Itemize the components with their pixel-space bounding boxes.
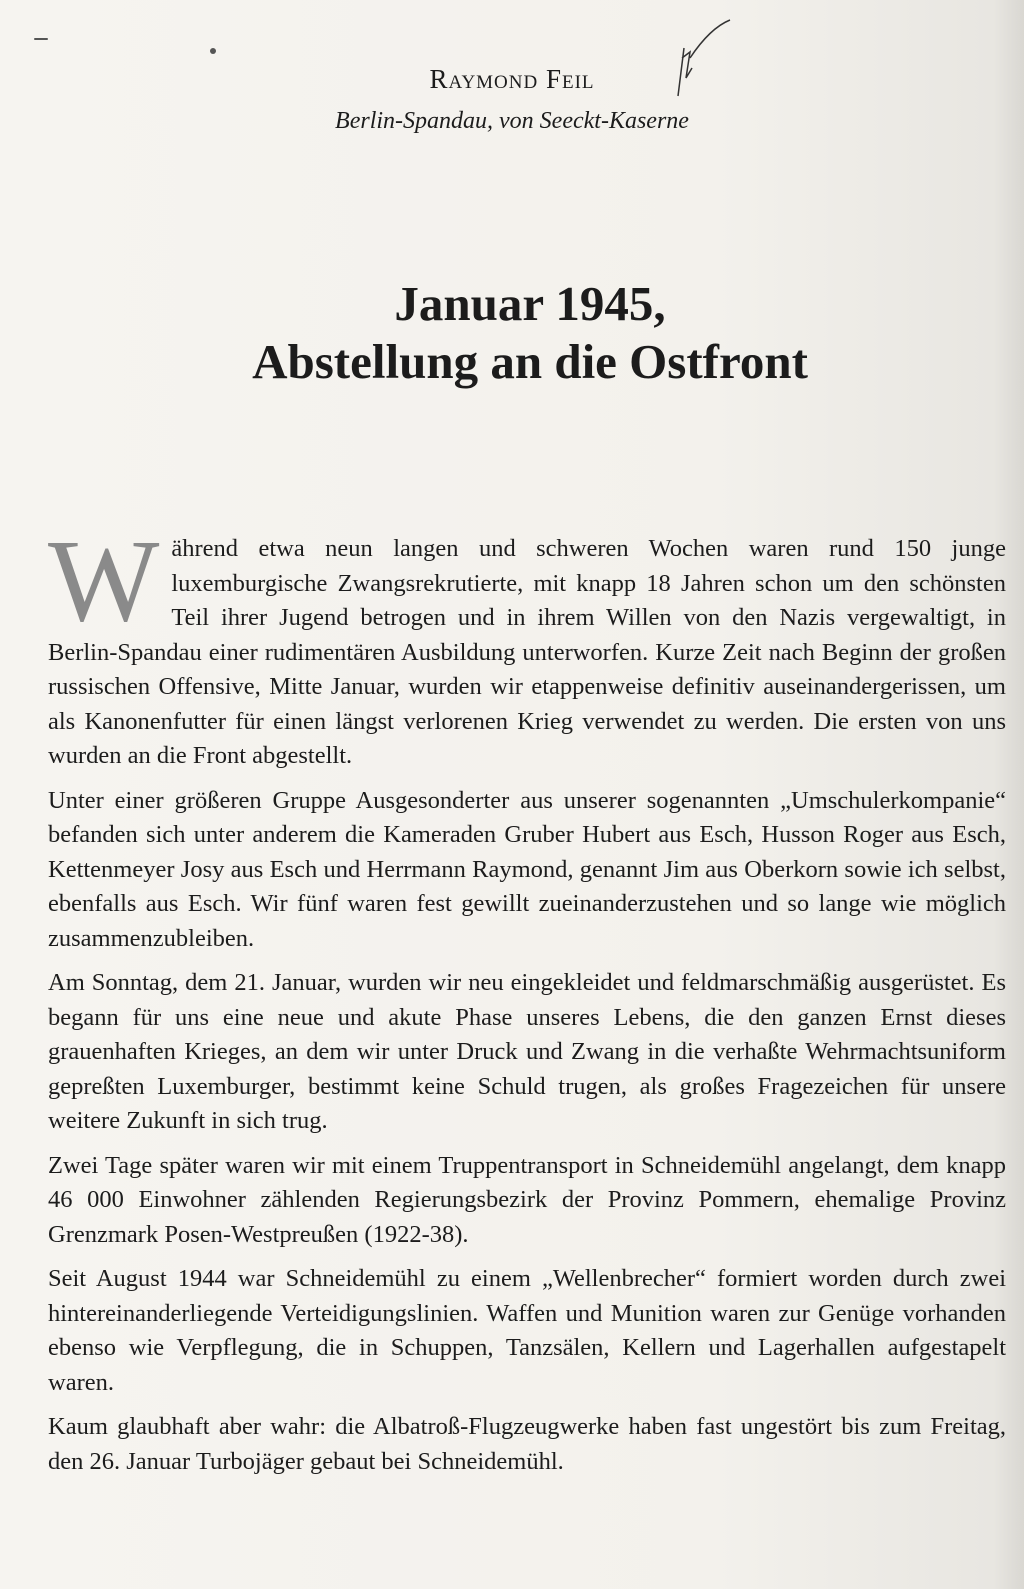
paragraph-1-text: ährend etwa neun langen und schweren Wochen waren rund 150 junge luxemburgische Zwangsrekrutierte, mit knapp 18 Jahren schon um den schönsten Teil ihrer Jugend betrogen und in ihrem Willen von den Nazis vergewaltigt, in Berlin-Spandau einer rudimentären Ausbildung unterworfen. Kurze Zeit nach Beginn der großen russischen Offensive, Mitte Januar, wurden wir etappenweise definitiv auseinandergerissen, um als Kanonenfutter für einen längst verlorenen Krieg verwendet zu werden. Die ersten von uns wurden an die Front abgestellt.: [48, 535, 1006, 769]
chapter-title-line-1: Januar 1945,: [394, 276, 666, 331]
drop-cap: W: [48, 515, 160, 646]
paragraph-5: Seit August 1944 war Schneidemühl zu einem „Wellenbrecher“ formiert worden durch zwei hintereinanderliegende Verteidigungslinien. Waffen und Munition waren zur Genüge vorhanden ebenso wie Verpflegung, die in Schuppen, Tanzsälen, Kellern und Lagerhallen aufgestapelt waren.: [48, 1265, 1006, 1396]
chapter-title: [0, 275, 1024, 391]
paragraph-2: Unter einer größeren Gruppe Ausgesonderter aus unserer sogenannten „Umschulerkompanie“ befanden sich unter anderem die Kameraden Gruber Hubert aus Esch, Husson Roger aus Esch, Kettenmeyer Josy aus Esch und Herrmann Raymond, genannt Jim aus Oberkorn sowie ich selbst, ebenfalls aus Esch. Wir fünf waren fest gewillt zueinanderzustehen und so lange wie möglich zusammenzubleiben.: [48, 786, 1006, 952]
paragraph-3: Am Sonntag, dem 21. Januar, wurden wir neu eingekleidet und feldmarschmäßig ausgerüstet. Es begann für uns eine neue und akute Phase unseres Lebens, die den ganzen Ernst dieses grauenhaften Krieges, an dem wir unter Druck und Zwang in die verhaßte Wehrmachtsuniform gepreßten Luxemburger, bestimmt keine Schuld trugen, als großes Fragezeichen für unsere weitere Zukunft in sich trug.: [48, 969, 1006, 1134]
body-text: [48, 515, 1006, 1489]
author-name: Raymond Feil: [429, 64, 595, 94]
paragraph-6: Kaum glaubhaft aber wahr: die Albatroß-Flugzeugwerke haben fast ungestört bis zum Freitag, den 26. Januar Turbojäger gebaut bei Schneidemühl.: [48, 1413, 1006, 1475]
paragraph-1: [48, 515, 1006, 774]
ink-speck: [210, 48, 216, 54]
paragraph-4: Zwei Tage später waren wir mit einem Truppentransport in Schneidemühl angelangt, dem knapp 46 000 Einwohner zählenden Regierungsbezirk der Provinz Pommern, ehemalige Provinz Grenzmark Posen-Westpreußen (1922-38).: [48, 1151, 1006, 1248]
ink-speck: [34, 38, 48, 40]
chapter-location: Berlin-Spandau, von Seeckt-Kaserne: [335, 108, 689, 134]
chapter-title-line-2: Abstellung an die Ostfront: [252, 334, 808, 389]
